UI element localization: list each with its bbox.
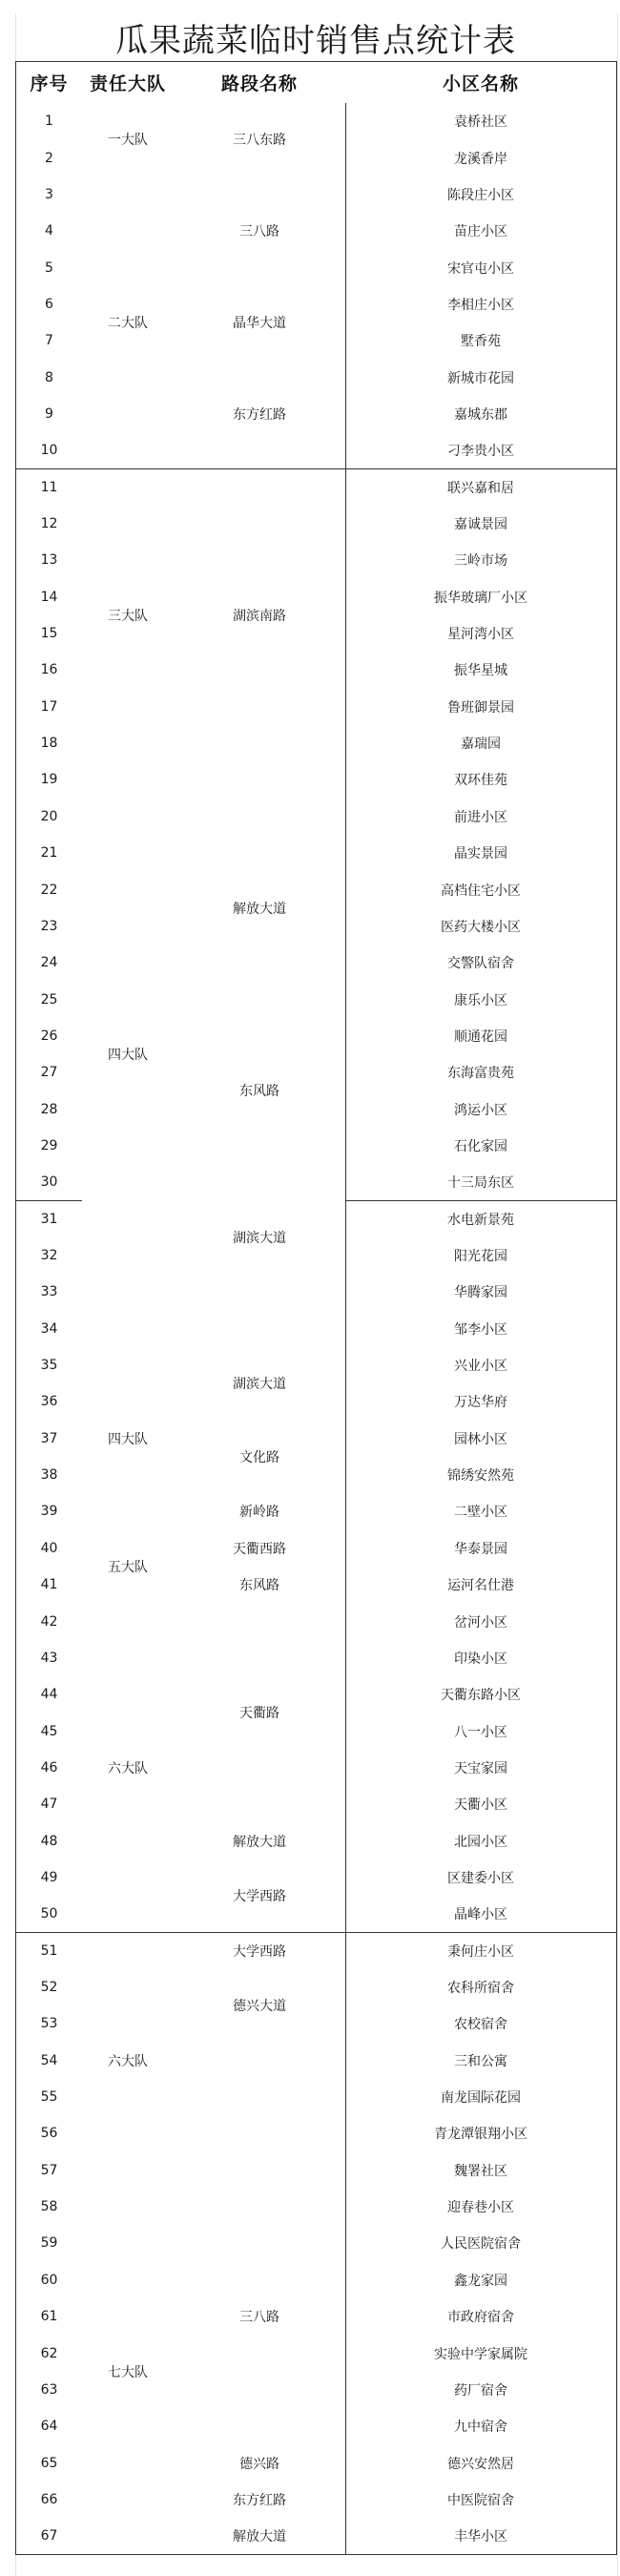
row-number-cell: 5	[15, 249, 83, 286]
row-number-cell: 18	[15, 725, 83, 762]
community-name-cell: 鲁班御景园	[345, 689, 617, 726]
community-name-cell: 九中宿舍	[345, 2408, 617, 2445]
row-number-cell: 12	[15, 506, 83, 543]
community-name-cell: 邹李小区	[345, 1311, 617, 1348]
team-cell: 五大队	[82, 1530, 175, 1605]
row-number-cell: 46	[15, 1750, 83, 1787]
road-cell: 东风路	[174, 1567, 346, 1604]
row-number-cell: 49	[15, 1859, 83, 1897]
row-number-cell: 56	[15, 2115, 83, 2152]
community-name-cell: 顺通花园	[345, 1018, 617, 1055]
row-number-cell: 57	[15, 2152, 83, 2190]
community-name-cell: 德兴安然居	[345, 2444, 617, 2482]
row-number-cell: 22	[15, 871, 83, 908]
row-number-cell: 51	[15, 1933, 83, 1970]
road-cell: 东方红路	[174, 2482, 346, 2519]
road-cell: 解放大道	[174, 1822, 346, 1859]
row-number-cell: 3	[15, 177, 83, 214]
community-name-cell: 晶峰小区	[345, 1896, 617, 1933]
community-name-cell: 迎春巷小区	[345, 2189, 617, 2226]
row-number-cell: 29	[15, 1128, 83, 1165]
community-name-cell: 刁李贵小区	[345, 432, 617, 469]
row-number-cell: 41	[15, 1567, 83, 1604]
community-name-cell: 交警队宿舍	[345, 945, 617, 982]
row-number-cell: 40	[15, 1530, 83, 1568]
row-number-cell: 4	[15, 213, 83, 250]
row-number-cell: 54	[15, 2043, 83, 2080]
row-number-cell: 24	[15, 945, 83, 982]
row-number-cell: 38	[15, 1457, 83, 1494]
road-cell: 解放大道	[174, 761, 346, 1055]
community-name-cell: 秉何庄小区	[345, 1933, 617, 1970]
community-name-cell: 鸿运小区	[345, 1091, 617, 1128]
row-number-cell: 48	[15, 1822, 83, 1859]
road-cell: 大学西路	[174, 1859, 346, 1934]
team-cell: 四大队	[82, 761, 175, 1348]
row-number-cell: 60	[15, 2262, 83, 2299]
community-name-cell: 天宝家园	[345, 1750, 617, 1787]
community-name-cell: 墅香苑	[345, 322, 617, 360]
row-number-cell: 10	[15, 432, 83, 469]
row-number-cell: 63	[15, 2372, 83, 2409]
row-number-cell: 16	[15, 652, 83, 689]
row-number-cell: 8	[15, 359, 83, 396]
row-number-cell: 66	[15, 2482, 83, 2519]
road-cell: 湖滨大道	[174, 1347, 346, 1422]
row-number-cell: 17	[15, 689, 83, 726]
community-name-cell: 高档住宅小区	[345, 871, 617, 908]
community-name-cell: 万达华府	[345, 1383, 617, 1421]
row-number-cell: 32	[15, 1237, 83, 1275]
community-name-cell: 人民医院宿舍	[345, 2225, 617, 2262]
community-name-cell: 实验中学家属院	[345, 2335, 617, 2372]
row-number-cell: 42	[15, 1603, 83, 1640]
row-number-cell: 37	[15, 1421, 83, 1458]
community-name-cell: 鑫龙家园	[345, 2262, 617, 2299]
community-name-cell: 运河名仕港	[345, 1567, 617, 1604]
row-number-cell: 27	[15, 1054, 83, 1091]
community-name-cell: 三岭市场	[345, 542, 617, 579]
community-name-cell: 华腾家园	[345, 1274, 617, 1311]
community-name-cell: 振华玻璃厂小区	[345, 579, 617, 616]
community-name-cell: 石化家园	[345, 1128, 617, 1165]
community-name-cell: 晶实景园	[345, 835, 617, 872]
row-number-cell: 39	[15, 1493, 83, 1530]
header-team: 责任大队	[82, 61, 175, 104]
community-name-cell: 八一小区	[345, 1713, 617, 1750]
row-number-cell: 13	[15, 542, 83, 579]
road-cell: 德兴路	[174, 2444, 346, 2482]
community-name-cell: 水电新景苑	[345, 1201, 617, 1238]
road-cell: 湖滨南路	[174, 469, 346, 763]
road-cell: 三八东路	[174, 103, 346, 177]
team-cell: 六大队	[82, 1603, 175, 1933]
row-number-cell: 44	[15, 1676, 83, 1714]
community-name-cell: 前进小区	[345, 799, 617, 836]
community-name-cell: 康乐小区	[345, 981, 617, 1018]
community-name-cell: 宋官屯小区	[345, 249, 617, 286]
community-name-cell: 三和公寓	[345, 2043, 617, 2080]
community-name-cell: 二壁小区	[345, 1493, 617, 1530]
row-number-cell: 7	[15, 322, 83, 360]
community-name-cell: 天衢小区	[345, 1786, 617, 1823]
community-name-cell: 华泰景园	[345, 1530, 617, 1568]
row-number-cell: 14	[15, 579, 83, 616]
row-number-cell: 45	[15, 1713, 83, 1750]
community-name-cell: 双环佳苑	[345, 761, 617, 799]
row-number-cell: 36	[15, 1383, 83, 1421]
row-number-cell: 50	[15, 1896, 83, 1933]
team-cell: 三大队	[82, 469, 175, 763]
community-name-cell: 中医院宿舍	[345, 2482, 617, 2519]
community-name-cell: 东海富贵苑	[345, 1054, 617, 1091]
community-name-cell: 联兴嘉和居	[345, 469, 617, 507]
road-cell: 天衢路	[174, 1603, 346, 1823]
community-name-cell: 天衢东路小区	[345, 1676, 617, 1714]
header-number: 序号	[15, 61, 83, 104]
community-name-cell: 青龙潭银翔小区	[345, 2115, 617, 2152]
community-name-cell: 嘉诚景园	[345, 506, 617, 543]
community-name-cell: 苗庄小区	[345, 213, 617, 250]
row-number-cell: 19	[15, 761, 83, 799]
row-number-cell: 11	[15, 469, 83, 507]
row-number-cell: 52	[15, 1969, 83, 2006]
row-number-cell: 1	[15, 103, 83, 140]
row-number-cell: 67	[15, 2518, 83, 2555]
row-number-cell: 21	[15, 835, 83, 872]
road-cell: 三八路	[174, 177, 346, 287]
row-number-cell: 31	[15, 1201, 83, 1238]
row-number-cell: 62	[15, 2335, 83, 2372]
community-name-cell: 阳光花园	[345, 1237, 617, 1275]
community-name-cell: 印染小区	[345, 1640, 617, 1677]
community-name-cell: 南龙国际花园	[345, 2079, 617, 2116]
team-cell: 六大队	[82, 1933, 175, 2190]
header-road: 路段名称	[174, 61, 346, 104]
row-number-cell: 33	[15, 1274, 83, 1311]
road-cell: 天衢西路	[174, 1530, 346, 1568]
community-name-cell: 锦绣安然苑	[345, 1457, 617, 1494]
team-cell: 二大队	[82, 177, 175, 470]
team-cell: 七大队	[82, 2189, 175, 2556]
row-number-cell: 28	[15, 1091, 83, 1128]
road-cell: 东方红路	[174, 359, 346, 469]
community-name-cell: 嘉瑞园	[345, 725, 617, 762]
road-cell: 文化路	[174, 1421, 346, 1495]
row-number-cell: 55	[15, 2079, 83, 2116]
community-name-cell: 医药大楼小区	[345, 908, 617, 945]
row-number-cell: 53	[15, 2005, 83, 2043]
row-number-cell: 20	[15, 799, 83, 836]
road-cell: 东风路	[174, 1054, 346, 1129]
row-number-cell: 6	[15, 286, 83, 323]
community-name-cell: 袁桥社区	[345, 103, 617, 140]
row-number-cell: 58	[15, 2189, 83, 2226]
header-community: 小区名称	[345, 61, 617, 104]
row-number-cell: 9	[15, 396, 83, 433]
community-name-cell: 新城市花园	[345, 359, 617, 396]
row-number-cell: 34	[15, 1311, 83, 1348]
row-number-cell: 35	[15, 1347, 83, 1384]
community-name-cell: 岔河小区	[345, 1603, 617, 1640]
row-number-cell: 30	[15, 1164, 83, 1201]
road-cell: 新岭路	[174, 1493, 346, 1530]
row-number-cell: 64	[15, 2408, 83, 2445]
community-name-cell: 北园小区	[345, 1822, 617, 1859]
community-name-cell: 药厂宿舍	[345, 2372, 617, 2409]
community-name-cell: 星河湾小区	[345, 615, 617, 653]
road-cell: 解放大道	[174, 2518, 346, 2555]
row-number-cell: 43	[15, 1640, 83, 1677]
road-cell: 德兴大道	[174, 1969, 346, 2044]
community-name-cell: 丰华小区	[345, 2518, 617, 2555]
community-name-cell: 振华星城	[345, 652, 617, 689]
community-name-cell: 十三局东区	[345, 1164, 617, 1201]
community-name-cell: 魏署社区	[345, 2152, 617, 2190]
row-number-cell: 59	[15, 2225, 83, 2262]
row-number-cell: 26	[15, 1018, 83, 1055]
row-number-cell: 65	[15, 2444, 83, 2482]
road-cell: 晶华大道	[174, 286, 346, 361]
row-number-cell: 2	[15, 139, 83, 177]
row-number-cell: 25	[15, 981, 83, 1018]
team-cell: 一大队	[82, 103, 175, 177]
community-name-cell: 园林小区	[345, 1421, 617, 1458]
road-cell: 大学西路	[174, 1933, 346, 1970]
community-name-cell: 李相庄小区	[345, 286, 617, 323]
table-title: 瓜果蔬菜临时销售点统计表	[115, 21, 516, 60]
row-number-cell: 47	[15, 1786, 83, 1823]
team-cell: 四大队	[82, 1347, 175, 1531]
community-name-cell: 区建委小区	[345, 1859, 617, 1897]
road-cell	[174, 2043, 346, 2190]
community-name-cell: 龙溪香岸	[345, 139, 617, 177]
community-name-cell: 农科所宿舍	[345, 1969, 617, 2006]
row-number-cell: 15	[15, 615, 83, 653]
road-cell: 湖滨大道	[174, 1128, 346, 1348]
row-number-cell: 61	[15, 2298, 83, 2336]
community-name-cell: 市政府宿舍	[345, 2298, 617, 2336]
community-name-cell: 农校宿舍	[345, 2005, 617, 2043]
community-name-cell: 陈段庄小区	[345, 177, 617, 214]
road-cell: 三八路	[174, 2189, 346, 2445]
row-number-cell: 23	[15, 908, 83, 945]
community-name-cell: 嘉城东郡	[345, 396, 617, 433]
community-name-cell: 兴业小区	[345, 1347, 617, 1384]
